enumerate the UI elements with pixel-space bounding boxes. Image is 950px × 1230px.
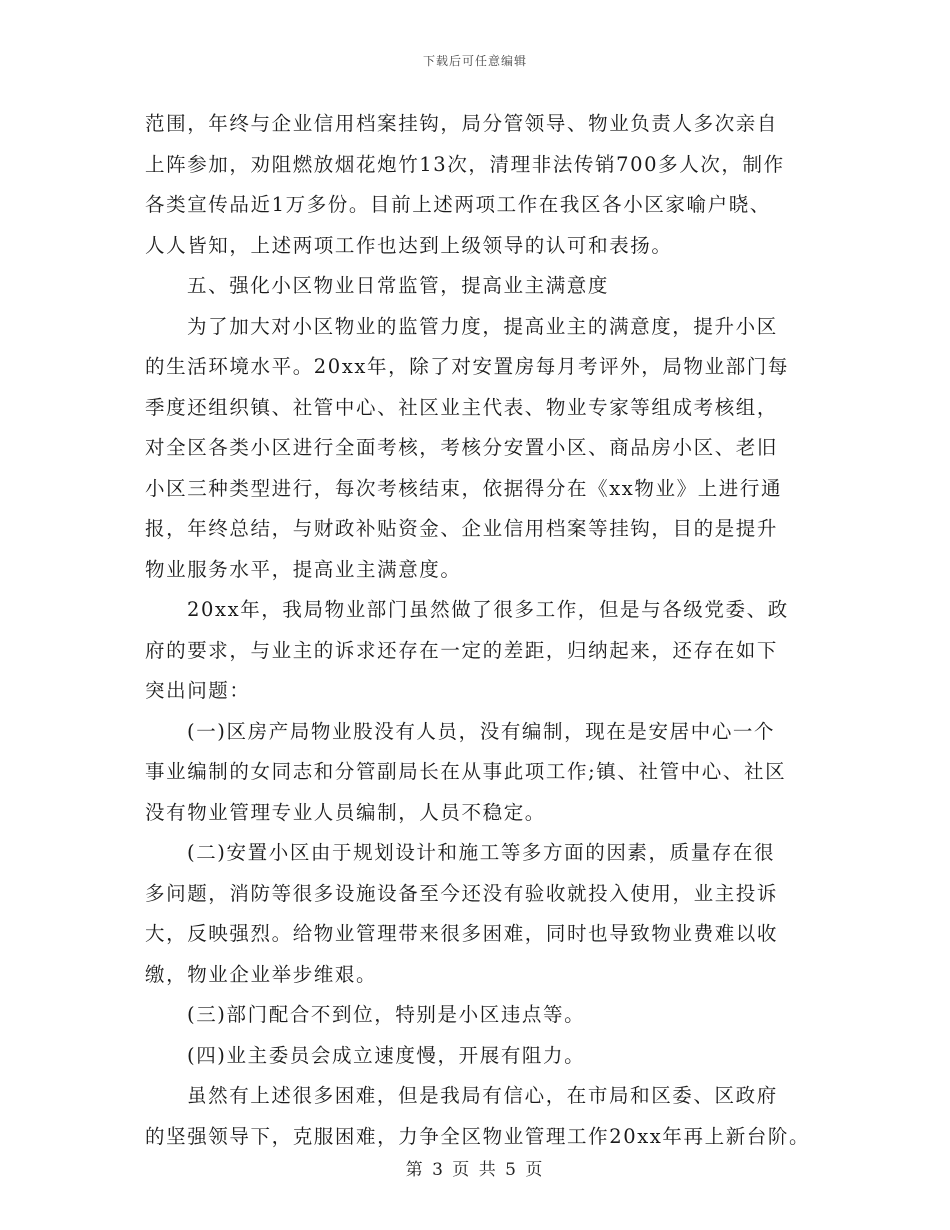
text-line: 没有物业管理专业人员编制，人员不稳定。: [145, 800, 546, 824]
text-line: 小区三种类型进行，每次考核结束，依据得分在《xx物业》上进行通: [145, 476, 783, 500]
text-line: (四)业主委员会成立速度慢，开展有阻力。: [187, 1043, 586, 1067]
text-line: 虽然有上述很多困难，但是我局有信心，在市局和区委、区政府: [187, 1084, 778, 1107]
text-line: (二)安置小区由于规划设计和施工等多方面的因素，质量存在很: [187, 841, 776, 864]
text-line: 为了加大对小区物业的监管力度，提高业主的满意度，提升小区: [187, 314, 778, 338]
text-line: 多问题，消防等很多设施设备至今还没有验收就投入使用，业主投诉: [145, 881, 779, 905]
text-line: 季度还组织镇、社管中心、社区业主代表、物业专家等组成考核组，: [145, 395, 779, 419]
page-header: 下载后可任意编辑: [422, 54, 527, 68]
text-line: 人人皆知，上述两项工作也达到上级领导的认可和表扬。: [145, 233, 673, 257]
text-line: 大，反映强烈。给物业管理带来很多困难，同时也导致物业费难以收: [145, 922, 779, 945]
text-line: 府的要求，与业主的诉求还存在一定的差距，归纳起来，还存在如下: [145, 638, 779, 662]
text-line: 20xx年，我局物业部门虽然做了很多工作，但是与各级党委、政: [187, 598, 789, 621]
text-line: (一)区房产局物业股没有人员，没有编制，现在是安居中心一个: [187, 719, 776, 743]
text-line: 的生活环境水平。20xx年，除了对安置房每月考评外，局物业部门每: [145, 355, 790, 378]
text-line: (三)部门配合不到位，特别是小区违点等。: [187, 1003, 586, 1026]
text-line: 上阵参加，劝阻燃放烟花炮竹13次，清理非法传销700多人次，制作: [145, 152, 785, 176]
text-line: 五、强化小区物业日常监管，提高业主满意度: [187, 274, 610, 297]
text-line: 的坚强领导下，克服困难，力争全区物业管理工作20xx年再上新台阶。: [145, 1124, 811, 1148]
text-line: 范围，年终与企业信用档案挂钩，局分管领导、物业负责人多次亲自: [145, 112, 779, 135]
text-line: 突出问题：: [145, 679, 251, 702]
text-line: 对全区各类小区进行全面考核，考核分安置小区、商品房小区、老旧: [145, 436, 779, 459]
text-line: 报，年终总结，与财政补贴资金、企业信用档案等挂钩，目的是提升: [145, 517, 779, 540]
page-number-footer: 第 3 页 共 5 页: [405, 1160, 545, 1180]
document-body: [145, 104, 825, 1157]
text-line: 各类宣传品近1万多份。目前上述两项工作在我区各小区家喻户晓、: [145, 193, 771, 216]
text-line: 物业服务水平，提高业主满意度。: [145, 557, 462, 581]
text-line: 事业编制的女同志和分管副局长在从事此项工作;镇、社管中心、社区: [145, 760, 787, 783]
text-line: 缴，物业企业举步维艰。: [145, 962, 378, 986]
